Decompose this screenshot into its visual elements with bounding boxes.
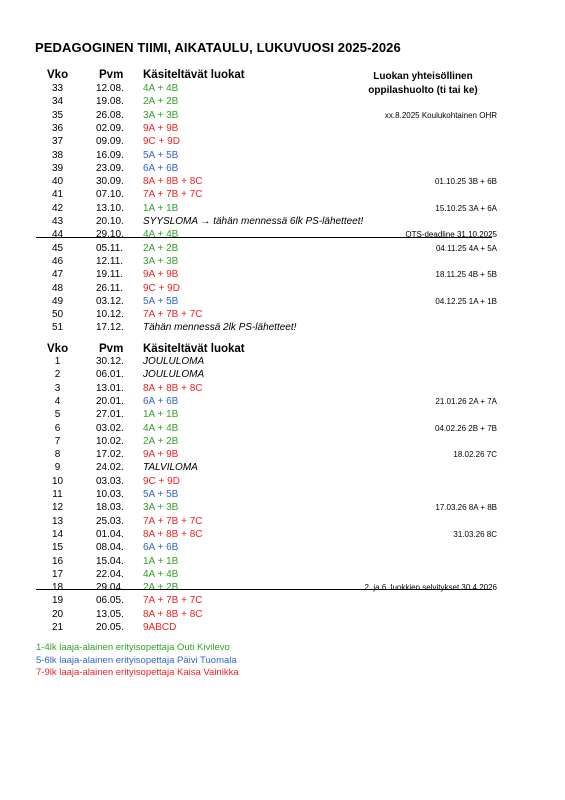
date-cell: 06.01. xyxy=(96,369,124,381)
date-cell: 23.09. xyxy=(96,162,124,174)
care-note: 18.11.25 4B + 5B xyxy=(435,270,497,280)
week-number: 4 xyxy=(54,395,61,407)
table-row xyxy=(0,175,565,188)
table-row xyxy=(0,95,565,108)
classes-cell: 4A + 4B xyxy=(143,422,179,434)
legend-item-1: 1-4lk laaja-alainen erityisopettaja Outi Kivilevo xyxy=(36,642,230,653)
header-classes: Käsiteltävät luokat xyxy=(143,69,245,81)
table-row xyxy=(0,541,565,554)
week-number: 5 xyxy=(54,409,61,421)
divider-line xyxy=(36,589,492,590)
table-row xyxy=(0,202,565,215)
table-row xyxy=(0,594,565,607)
date-cell: 07.10. xyxy=(96,189,124,201)
legend-item-2: 5-6lk laaja-alainen erityisopettaja Päivi Tuomala xyxy=(36,655,237,666)
week-number: 48 xyxy=(51,282,64,294)
table-row xyxy=(0,242,565,255)
table-row xyxy=(0,382,565,395)
table-row xyxy=(0,149,565,162)
table-row xyxy=(0,435,565,448)
date-cell: 08.04. xyxy=(96,542,124,554)
classes-cell: 2A + 2B xyxy=(143,582,179,594)
date-cell: 01.04. xyxy=(96,528,124,540)
classes-cell: 7A + 7B + 7C xyxy=(143,189,203,201)
classes-cell: 7A + 7B + 7C xyxy=(143,309,203,321)
week-number: 3 xyxy=(54,382,61,394)
table-row xyxy=(0,282,565,295)
date-cell: 10.02. xyxy=(96,435,124,447)
header-pvm: Pvm xyxy=(99,69,124,81)
date-cell: 17.02. xyxy=(96,449,124,461)
classes-cell: 7A + 7B + 7C xyxy=(143,515,203,527)
week-number: 9 xyxy=(54,462,61,474)
header-classes-2: Käsiteltävät luokat xyxy=(143,343,245,355)
classes-cell: 4A + 4B xyxy=(143,83,179,94)
page-title: PEDAGOGINEN TIIMI, AIKATAULU, LUKUVUOSI 2025-2026 xyxy=(35,40,401,55)
table-row xyxy=(0,448,565,461)
table-row xyxy=(0,461,565,474)
week-number: 1 xyxy=(54,356,61,367)
table-row xyxy=(0,581,565,594)
week-number: 21 xyxy=(51,622,64,633)
classes-cell: 6A + 6B xyxy=(143,395,179,407)
table-row xyxy=(0,501,565,514)
table-row xyxy=(0,188,565,201)
classes-cell: 9ABCD xyxy=(143,622,177,633)
care-note: 15.10.25 3A + 6A xyxy=(435,203,497,213)
classes-cell: 1A + 1B xyxy=(143,409,179,421)
date-cell: 26.11. xyxy=(96,282,124,294)
classes-cell: 7A + 7B + 7C xyxy=(143,595,203,607)
care-note: 17.03.26 8A + 8B xyxy=(435,503,497,513)
classes-cell: 8A + 8B + 8C xyxy=(143,528,203,540)
date-cell: 06.05. xyxy=(96,595,124,607)
week-number: 44 xyxy=(51,229,64,241)
classes-cell: 1A + 1B xyxy=(143,202,179,214)
week-number: 20 xyxy=(51,608,64,620)
classes-cell: 9A + 9B xyxy=(143,269,179,281)
date-cell: 03.03. xyxy=(96,475,124,487)
table-row xyxy=(0,528,565,541)
date-cell: 10.03. xyxy=(96,489,124,500)
classes-cell: 5A + 5B xyxy=(143,489,179,500)
classes-cell: 6A + 6B xyxy=(143,162,179,174)
date-cell: 13.05. xyxy=(96,608,124,620)
classes-cell: 8A + 8B + 8C xyxy=(143,608,203,620)
date-cell: 15.04. xyxy=(96,555,124,567)
date-cell: 19.08. xyxy=(96,96,124,108)
classes-cell: JOULULOMA xyxy=(143,356,205,367)
week-number: 7 xyxy=(54,435,61,447)
classes-cell: Tähän mennessä 2lk PS-lähetteet! xyxy=(143,322,297,334)
classes-cell: 6A + 6B xyxy=(143,542,179,554)
table-row xyxy=(0,268,565,281)
classes-cell: 4A + 4B xyxy=(143,229,179,241)
care-note: 04.11.25 4A + 5A xyxy=(435,243,497,253)
week-number: 39 xyxy=(51,162,64,174)
care-note: 04.02.26 2B + 7B xyxy=(434,423,497,433)
table-row xyxy=(0,395,565,408)
week-number: 18 xyxy=(51,582,64,594)
week-number: 15 xyxy=(51,542,64,554)
care-note: 31.03.26 8C xyxy=(453,529,497,539)
week-number: 49 xyxy=(51,295,64,307)
classes-cell: 8A + 8B + 8C xyxy=(143,176,203,188)
care-note: 01.10.25 3B + 6B xyxy=(434,177,497,187)
care-note: 04.12.25 1A + 1B xyxy=(435,296,497,306)
date-cell: 03.12. xyxy=(96,295,124,307)
care-note: 21.01.26 2A + 7A xyxy=(435,396,497,406)
week-number: 19 xyxy=(51,595,64,607)
date-cell: 13.10. xyxy=(96,202,124,214)
classes-cell: 2A + 2B xyxy=(143,242,179,254)
date-cell: 03.02. xyxy=(96,422,124,434)
table-row xyxy=(0,515,565,528)
date-cell: 05.11. xyxy=(96,242,124,254)
week-number: 46 xyxy=(51,255,64,267)
date-cell: 02.09. xyxy=(96,122,124,134)
date-cell: 20.01. xyxy=(96,395,124,407)
table-row xyxy=(0,308,565,321)
table-row xyxy=(0,122,565,135)
header-pvm-2: Pvm xyxy=(99,343,124,355)
care-note: OTS-deadline 31.10.2025 xyxy=(405,230,497,240)
table-row xyxy=(0,82,565,95)
classes-cell: 5A + 5B xyxy=(143,149,179,161)
date-cell: 30.09. xyxy=(96,176,124,188)
week-number: 6 xyxy=(54,422,61,434)
table-row xyxy=(0,488,565,501)
date-cell: 25.03. xyxy=(96,515,124,527)
classes-cell: 8A + 8B + 8C xyxy=(143,382,203,394)
classes-cell: SYYSLOMA → tähän mennessä 6lk PS-lähetteet! xyxy=(143,216,364,227)
date-cell: 09.09. xyxy=(96,136,124,148)
week-number: 36 xyxy=(51,122,64,134)
table-row xyxy=(0,355,565,368)
week-number: 37 xyxy=(51,136,64,148)
week-number: 41 xyxy=(51,189,64,201)
week-number: 10 xyxy=(51,475,64,487)
week-number: 33 xyxy=(51,83,64,94)
classes-cell: 9C + 9D xyxy=(143,475,180,487)
classes-cell: 3A + 3B xyxy=(143,502,179,514)
care-note: 2. ja 6. luokkien selvitykset 30.4.2026 xyxy=(364,583,497,593)
week-number: 47 xyxy=(51,269,64,281)
date-cell: 20.05. xyxy=(96,622,124,633)
date-cell: 26.08. xyxy=(96,109,124,121)
date-cell: 19.11. xyxy=(96,269,124,281)
date-cell: 30.12. xyxy=(96,356,124,367)
date-cell: 12.11. xyxy=(96,255,124,267)
week-number: 8 xyxy=(54,449,61,461)
table-row xyxy=(0,228,565,241)
table-row xyxy=(0,408,565,421)
week-number: 12 xyxy=(51,502,64,514)
date-cell: 20.10. xyxy=(96,216,124,227)
week-number: 38 xyxy=(51,149,64,161)
table-row xyxy=(0,368,565,381)
classes-cell: TALVILOMA xyxy=(143,462,198,474)
week-number: 11 xyxy=(52,489,63,500)
date-cell: 22.04. xyxy=(96,568,124,580)
table-row xyxy=(0,109,565,122)
table-row xyxy=(0,255,565,268)
date-cell: 29.10. xyxy=(96,229,124,241)
date-cell: 27.01. xyxy=(96,409,124,421)
table-row xyxy=(0,568,565,581)
classes-cell: 5A + 5B xyxy=(143,295,179,307)
date-cell: 13.01. xyxy=(96,382,124,394)
classes-cell: 2A + 2B xyxy=(143,435,179,447)
classes-cell: 2A + 2B xyxy=(143,96,179,108)
date-cell: 29.04. xyxy=(96,582,124,594)
divider-line xyxy=(36,237,492,238)
header-right-line1: Luokan yhteisöllinen xyxy=(373,71,473,82)
week-number: 2 xyxy=(54,369,61,381)
classes-cell: 9A + 9B xyxy=(143,122,179,134)
table-row xyxy=(0,555,565,568)
week-number: 45 xyxy=(51,242,64,254)
classes-cell: 3A + 3B xyxy=(143,255,179,267)
table-row xyxy=(0,135,565,148)
table-row xyxy=(0,321,565,334)
date-cell: 16.09. xyxy=(96,149,124,161)
table-row xyxy=(0,475,565,488)
week-number: 51 xyxy=(51,322,64,334)
week-number: 43 xyxy=(51,216,64,227)
classes-cell: 1A + 1B xyxy=(143,555,179,567)
table-row xyxy=(0,621,565,634)
week-number: 16 xyxy=(51,555,64,567)
week-number: 42 xyxy=(51,202,64,214)
classes-cell: 3A + 3B xyxy=(143,109,179,121)
header-right-line2: oppilashuolto (ti tai ke) xyxy=(368,85,478,96)
care-note: 18.02.26 7C xyxy=(453,450,497,460)
classes-cell: 9C + 9D xyxy=(143,282,180,294)
table-row xyxy=(0,608,565,621)
week-number: 35 xyxy=(51,109,64,121)
legend-item-3: 7-9lk laaja-alainen erityisopettaja Kaisa Vainikka xyxy=(36,667,239,678)
date-cell: 18.03. xyxy=(96,502,124,514)
week-number: 40 xyxy=(51,176,64,188)
date-cell: 24.02. xyxy=(96,462,124,474)
week-number: 14 xyxy=(51,528,64,540)
classes-cell: 9C + 9D xyxy=(143,136,180,148)
header-vko-2: Vko xyxy=(47,343,69,355)
week-number: 34 xyxy=(51,96,64,108)
week-number: 17 xyxy=(51,568,64,580)
classes-cell: JOULULOMA xyxy=(143,369,205,381)
classes-cell: 9A + 9B xyxy=(143,449,179,461)
table-row xyxy=(0,422,565,435)
table-row xyxy=(0,215,565,228)
date-cell: 10.12. xyxy=(96,309,124,321)
header-vko: Vko xyxy=(47,69,69,81)
care-note: xx.8.2025 Koulukohtainen OHR xyxy=(384,110,497,120)
table-row xyxy=(0,295,565,308)
date-cell: 17.12. xyxy=(96,322,124,334)
table-row xyxy=(0,162,565,175)
classes-cell: 4A + 4B xyxy=(143,568,179,580)
week-number: 13 xyxy=(51,515,64,527)
week-number: 50 xyxy=(51,309,64,321)
date-cell: 12.08. xyxy=(96,83,124,94)
